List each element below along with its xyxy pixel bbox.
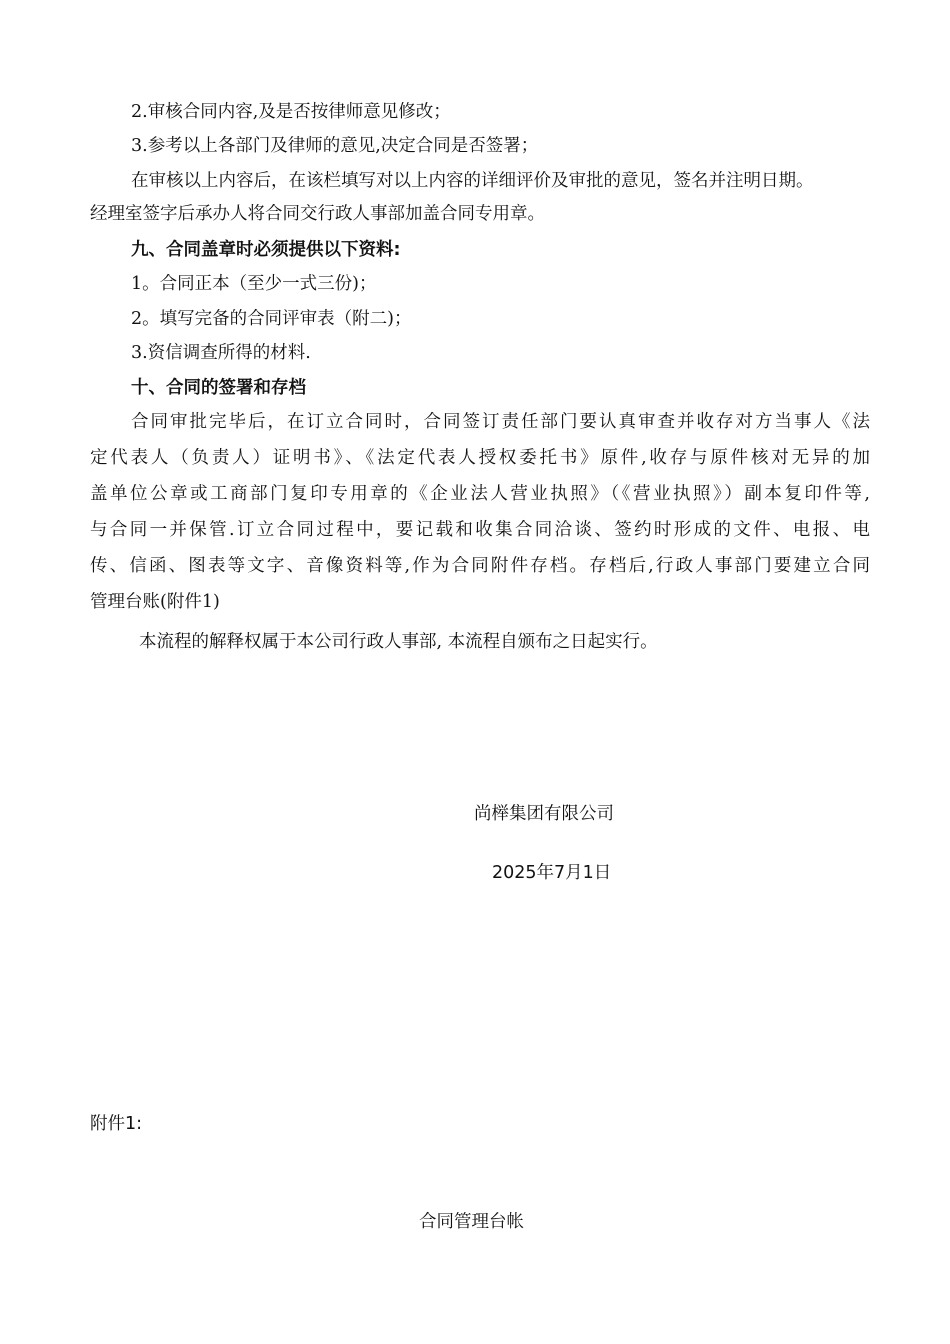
section10-paragraph-line-1: 合同审批完毕后，在订立合同时，合同签订责任部门要认真审查并收存对方当事人《法 <box>131 412 870 432</box>
section8-paragraph-line-2: 经理室签字后承办人将合同交行政人事部加盖合同专用章。 <box>90 204 545 224</box>
attachment-title: 合同管理台帐 <box>419 1212 524 1232</box>
section8-item-2: 2.审核合同内容,及是否按律师意见修改； <box>131 102 451 122</box>
company-name: 尚榉集团有限公司 <box>474 804 614 824</box>
attachment-label: 附件1: <box>90 1114 143 1134</box>
closing-statement: 本流程的解释权属于本公司行政人事部, 本流程自颁布之日起实行。 <box>139 632 658 652</box>
section10-paragraph-line-2: 定代表人（负责人）证明书》、《法定代表人授权委托书》原件,收存与原件核对无异的加 <box>90 448 870 468</box>
section8-item-3: 3.参考以上各部门及律师的意见,决定合同是否签署； <box>131 136 539 156</box>
section10-heading: 十、合同的签署和存档 <box>131 378 306 398</box>
section10-paragraph-line-3: 盖单位公章或工商部门复印专用章的《企业法人营业执照》（《营业执照》）副本复印件等, <box>90 484 870 504</box>
section9-item-3: 3.资信调查所得的材料. <box>131 343 311 363</box>
section10-paragraph-line-5: 传、信函、图表等文字、音像资料等,作为合同附件存档。存档后,行政人事部门要建立合同 <box>90 556 870 576</box>
section8-paragraph-line-1: 在审核以上内容后，在该栏填写对以上内容的详细评价及审批的意见，签名并注明日期。 <box>131 171 814 191</box>
section10-paragraph-line-4: 与合同一并保管.订立合同过程中，要记载和收集合同洽谈、签约时形成的文件、电报、电 <box>90 520 870 540</box>
issue-date: 2025年7月1日 <box>492 863 612 883</box>
section10-paragraph-line-6: 管理台账(附件1) <box>90 592 220 612</box>
section9-item-1: 1。合同正本（至少一式三份)； <box>131 274 377 294</box>
section9-item-2: 2。填写完备的合同评审表（附二)； <box>131 309 412 329</box>
section9-heading: 九、合同盖章时必须提供以下资料: <box>131 240 401 260</box>
